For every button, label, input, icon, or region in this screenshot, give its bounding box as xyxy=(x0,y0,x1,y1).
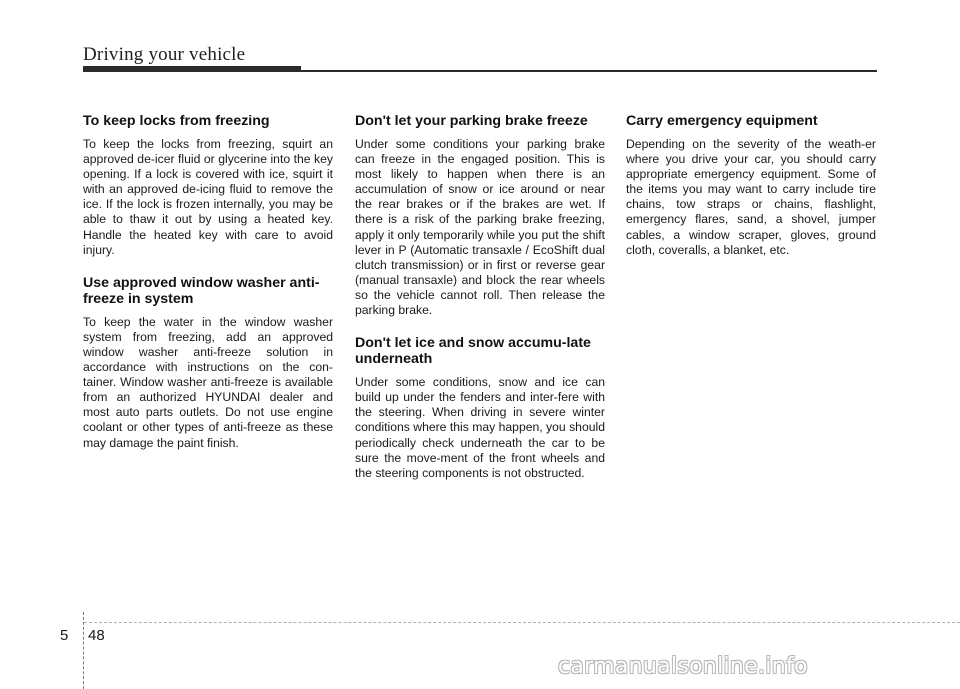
section-body-washer: To keep the water in the window washer system from freezing, add an approved window washer anti-freeze solution in accordance with instructions on the con-tainer. Window washer anti-freeze is available from an authorized HYUNDAI dealer and most auto parts outlets. Do not use engine coolant or other types of anti-freeze as these may damage the paint finish. xyxy=(83,314,333,450)
section-heading-ice-snow: Don't let ice and snow accumu-late underneath xyxy=(355,335,591,368)
section-body-locks: To keep the locks from freezing, squirt an approved de-icer fluid or glycerine into the key opening. If a lock is covered with ice, squirt it with an approved de-icing fluid to remove the ice. If the lock is frozen internally, you may be able to thaw it out by using a heated key. Handle the heated key with care to avoid injury. xyxy=(83,137,333,257)
chapter-number: 5 xyxy=(60,627,69,644)
section-heading-washer: Use approved window washer anti-freeze in system xyxy=(83,274,320,307)
header-thick-rule xyxy=(83,66,301,72)
section-body-ice-snow: Under some conditions, snow and ice can build up under the fenders and inter-fere with the steering. When driving in severe winter conditions where this may happen, you should periodically check underneath the car to be sure the move-ment of the front wheels and the steering components is not obstructed. xyxy=(355,375,605,480)
page-number: 48 xyxy=(88,627,105,644)
footer-vertical-rule xyxy=(83,612,84,689)
watermark: carmanualsonline.info xyxy=(558,654,808,679)
header-thin-rule xyxy=(301,70,877,72)
section-spacer xyxy=(83,258,333,275)
column-right xyxy=(626,113,876,258)
footer-horizontal-rule xyxy=(84,622,960,623)
section-heading-parking-brake: Don't let your parking brake freeze xyxy=(355,113,588,129)
section-body-emergency: Depending on the severity of the weath-er where you drive your car, you should carry appropriate emergency equipment. Some of the items you may want to carry include tire chains, tow straps or chains, flashlight, emergency flares, sand, a shovel, jumper cables, a window scraper, gloves, ground cloth, coveralls, a blanket, etc. xyxy=(626,137,876,257)
column-middle xyxy=(355,113,605,481)
column-left xyxy=(83,113,333,451)
section-heading-emergency: Carry emergency equipment xyxy=(626,113,818,129)
section-heading-locks: To keep locks from freezing xyxy=(83,113,270,129)
page-header-title: Driving your vehicle xyxy=(83,44,246,65)
section-body-parking-brake: Under some conditions your parking brake can freeze in the engaged position. This is most likely to happen when there is an accumulation of snow or ice around or near the rear brakes or if the brakes are wet. If there is a risk of the parking brake freezing, apply it only temporarily while you put the shift lever in P (Automatic transaxle / EcoShift dual clutch transmission) or in first or reverse gear (manual transaxle) and block the rear wheels so the vehicle cannot roll. Then release the parking brake. xyxy=(355,137,605,318)
section-spacer xyxy=(355,318,605,335)
